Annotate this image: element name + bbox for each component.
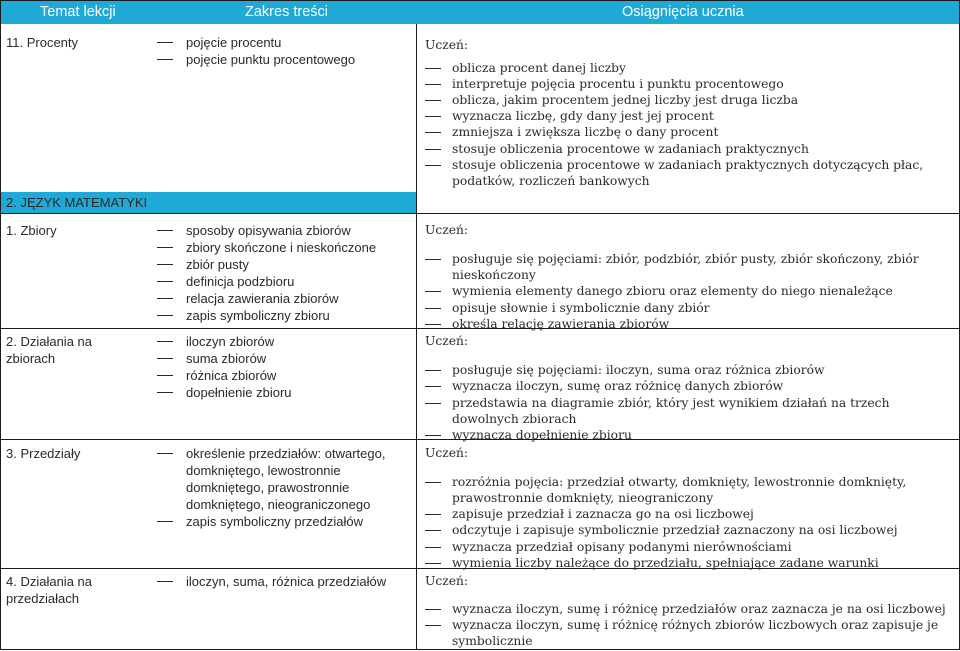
list-item-continuation: domkniętego, nieograniczonego [186,497,371,512]
dash-bullet [425,547,441,548]
topic-cell-continuation: przedziałach [6,591,79,606]
list-item: stosuje obliczenia procentowe w zadaniach praktycznych [452,142,809,156]
list-item: wyznacza liczbę, gdy dany jest jej procent [452,109,714,123]
dash-bullet [425,100,441,101]
list-item: oblicza, jakim procentem jednej liczby jest druga liczba [452,93,799,107]
dash-bullet [425,386,441,387]
dash-bullet [157,581,173,582]
list-item: iloczyn zbiorów [186,334,275,349]
dash-bullet [425,530,441,531]
list-item: zmniejsza i zwiększa liczbę o dany procent [452,125,719,139]
dash-bullet [157,315,173,316]
dash-bullet [425,132,441,133]
list-item: przedstawia na diagramie zbiór, który jest wynikiem działań na trzech [452,396,890,410]
dash-bullet [425,563,441,564]
list-item: zapisuje przedział i zaznacza go na osi liczbowej [452,507,754,521]
list-item: zapis symboliczny przedziałów [186,514,364,529]
dash-bullet [425,308,441,309]
list-item: pojęcie procentu [186,35,282,50]
dash-bullet [425,370,441,371]
header-achievements: Osiągnięcia ucznia [622,4,744,20]
dash-bullet [425,609,441,610]
list-item: zbiory skończone i nieskończone [186,240,377,255]
uczen-label: Uczeń: [425,334,469,348]
uczen-label: Uczeń: [425,38,469,52]
list-item: wyznacza iloczyn, sumę i różnicę przedziałów oraz zaznacza je na osi liczbowej [452,602,946,616]
dash-bullet [157,281,173,282]
topic-cell: 2. Działania na [6,334,92,349]
list-item: iloczyn, suma, różnica przedziałów [186,574,387,589]
list-item: zapis symboliczny zbioru [186,308,330,323]
dash-bullet [157,341,173,342]
list-item: opisuje słownie i symbolicznie dany zbiór [452,301,710,315]
list-item: określenie przedziałów: otwartego, [186,446,386,461]
list-item: rozróżnia pojęcia: przedział otwarty, domknięty, lewostronnie domknięty, [452,475,907,489]
dash-bullet [157,42,173,43]
list-item-continuation: podatków, rozliczeń bankowych [452,174,650,188]
dash-bullet [425,435,441,436]
list-item-continuation: nieskończony [452,268,536,282]
list-item: stosuje obliczenia procentowe w zadaniach praktycznych dotyczących płac, [452,158,924,172]
list-item: określa relację zawierania zbiorów [452,317,670,331]
list-item: suma zbiorów [186,351,267,366]
topic-cell: 4. Działania na [6,574,92,589]
uczen-label: Uczeń: [425,574,469,588]
header-scope: Zakres treści [245,4,328,20]
topic-cell: 11. Procenty [6,35,79,50]
list-item-continuation: domkniętego, lewostronnie [186,463,341,478]
list-item: oblicza procent danej liczby [452,61,627,75]
header-topic: Temat lekcji [40,4,116,20]
row-divider [0,213,960,214]
dash-bullet [157,453,173,454]
list-item: różnica zbiorów [186,368,277,383]
dash-bullet [425,403,441,404]
dash-bullet [425,324,441,325]
dash-bullet [157,392,173,393]
dash-bullet [425,116,441,117]
dash-bullet [425,482,441,483]
list-item-continuation: symbolicznie [452,634,533,648]
list-item: wyznacza przedział opisany podanymi nierównościami [452,540,792,554]
uczen-label: Uczeń: [425,223,469,237]
topic-cell-continuation: zbiorach [6,351,56,366]
list-item: sposoby opisywania zbiorów [186,223,351,238]
dash-bullet [425,84,441,85]
list-item: zbiór pusty [186,257,249,272]
dash-bullet [157,298,173,299]
uczen-label: Uczeń: [425,446,469,460]
list-item: posługuje się pojęciami: zbiór, podzbiór, zbiór pusty, zbiór skończony, zbiór [452,252,919,266]
list-item: wyznacza iloczyn, sumę oraz różnicę danych zbiorów [452,379,784,393]
list-item: wymienia liczby należące do przedziału, spełniające zadane warunki [452,556,879,570]
dash-bullet [157,358,173,359]
dash-bullet [425,68,441,69]
dash-bullet [425,149,441,150]
list-item-continuation: dowolnych zbiorach [452,412,577,426]
topic-cell: 1. Zbiory [6,223,57,238]
dash-bullet [157,247,173,248]
dash-bullet [157,59,173,60]
list-item: odczytuje i zapisuje symbolicznie przedział zaznaczony na osi liczbowej [452,523,898,537]
dash-bullet [425,165,441,166]
list-item: wymienia elementy danego zbioru oraz elementy do niego nienależące [452,284,893,298]
dash-bullet [425,259,441,260]
list-item: wyznacza iloczyn, sumę i różnicę różnych zbiorów liczbowych oraz zapisuje je [452,618,939,632]
list-item: relacja zawierania zbiorów [186,291,339,306]
column-divider [416,24,417,650]
topic-cell: 3. Przedziały [6,446,81,461]
list-item: dopełnienie zbioru [186,385,292,400]
list-item: posługuje się pojęciami: iloczyn, suma oraz różnica zbiorów [452,363,825,377]
list-item: wyznacza dopełnienie zbioru [452,428,632,442]
dash-bullet [157,264,173,265]
dash-bullet [157,375,173,376]
list-item: interpretuje pojęcia procentu i punktu procentowego [452,77,784,91]
list-item: pojęcie punktu procentowego [186,52,356,67]
dash-bullet [425,514,441,515]
dash-bullet [425,291,441,292]
list-item: definicja podzbioru [186,274,295,289]
section-title: 2. JĘZYK MATEMATYKI [6,195,148,210]
dash-bullet [157,521,173,522]
dash-bullet [157,230,173,231]
list-item-continuation: prawostronnie domknięty, nieograniczony [452,491,714,505]
dash-bullet [425,625,441,626]
list-item-continuation: domkniętego, prawostronnie [186,480,350,495]
